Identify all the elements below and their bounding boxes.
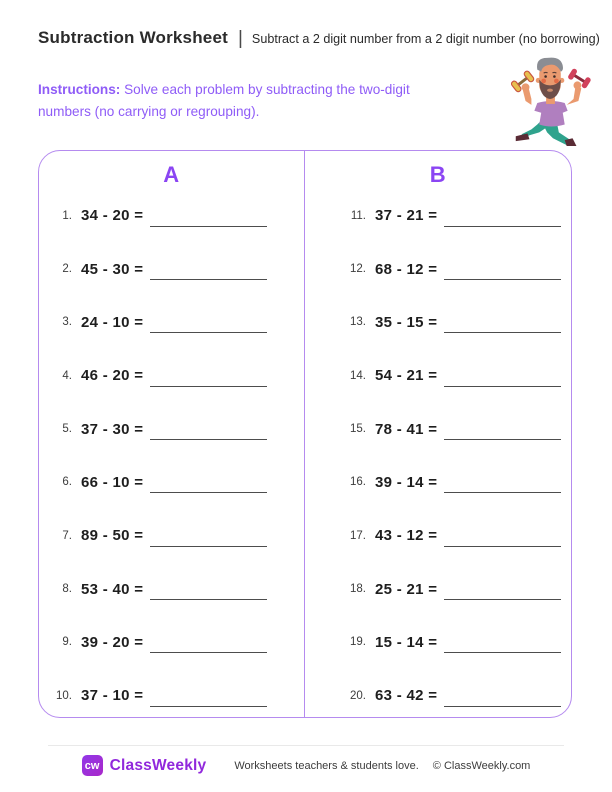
column-b-problem-list <box>305 189 571 718</box>
problem-row <box>39 189 304 242</box>
problem-number: 2. <box>62 263 72 276</box>
problem-expression: 39 - 14 = <box>375 473 438 491</box>
answer-blank <box>150 266 267 280</box>
answer-blank <box>444 693 561 707</box>
problem-row <box>39 509 304 562</box>
problem-row <box>39 669 304 718</box>
column-a-problem-list <box>39 189 304 718</box>
problem-number: 14. <box>350 369 366 382</box>
answer-blank <box>150 373 267 387</box>
answer-blank <box>444 586 561 600</box>
problem-number: 8. <box>62 583 72 596</box>
problem-expression: 39 - 20 = <box>81 633 144 651</box>
problems-panel <box>38 150 572 718</box>
problem-row <box>305 509 571 562</box>
problem-expression: 89 - 50 = <box>81 527 144 545</box>
problem-number: 17. <box>350 529 366 542</box>
problem-number: 18. <box>350 583 366 596</box>
problem-row <box>305 242 571 295</box>
problem-expression: 66 - 10 = <box>81 473 144 491</box>
brand-logo-icon: cw <box>82 755 103 776</box>
answer-blank <box>150 479 267 493</box>
problem-expression: 68 - 12 = <box>375 260 438 278</box>
instructions-label: Instructions: <box>38 82 121 97</box>
problem-number: 16. <box>350 476 366 489</box>
instructions <box>38 79 438 124</box>
man-lifting-dumbbells-illustration <box>502 54 600 148</box>
problem-row <box>305 349 571 402</box>
problem-number: 7. <box>62 529 72 542</box>
problem-number: 13. <box>350 316 366 329</box>
problem-expression: 43 - 12 = <box>375 527 438 545</box>
problem-row <box>39 349 304 402</box>
answer-blank <box>444 266 561 280</box>
problem-number: 4. <box>62 369 72 382</box>
footer <box>0 755 612 776</box>
problem-expression: 37 - 21 = <box>375 207 438 225</box>
problem-row <box>39 616 304 669</box>
answer-blank <box>150 693 267 707</box>
problem-expression: 15 - 14 = <box>375 633 438 651</box>
answer-blank <box>444 319 561 333</box>
footer-divider <box>48 745 564 746</box>
problem-number: 15. <box>350 423 366 436</box>
answer-blank <box>150 213 267 227</box>
problem-expression: 25 - 21 = <box>375 580 438 598</box>
answer-blank <box>444 479 561 493</box>
column-b <box>305 151 571 717</box>
answer-blank <box>150 639 267 653</box>
problem-expression: 24 - 10 = <box>81 313 144 331</box>
problem-row <box>39 402 304 455</box>
answer-blank <box>150 319 267 333</box>
problem-row <box>39 296 304 349</box>
problem-number: 9. <box>62 636 72 649</box>
problem-number: 10. <box>56 689 72 702</box>
problem-row <box>305 669 571 718</box>
column-a-header: A <box>163 162 180 187</box>
brand-name: ClassWeekly <box>109 756 207 774</box>
problem-number: 1. <box>62 209 72 222</box>
problem-expression: 45 - 30 = <box>81 260 144 278</box>
problem-row <box>39 456 304 509</box>
problem-expression: 37 - 10 = <box>81 687 144 705</box>
column-b-header: B <box>429 162 447 187</box>
answer-blank <box>150 586 267 600</box>
column-a <box>39 151 305 717</box>
problem-row <box>305 456 571 509</box>
problem-expression: 54 - 21 = <box>375 367 438 385</box>
instructions-text: Solve each problem by subtracting the two-digit numbers (no carrying or regrouping). <box>38 82 410 120</box>
answer-blank <box>444 213 561 227</box>
problem-number: 20. <box>350 689 366 702</box>
problem-row <box>305 189 571 242</box>
problem-row <box>39 562 304 615</box>
answer-blank <box>444 426 561 440</box>
problem-expression: 46 - 20 = <box>81 367 144 385</box>
problem-row <box>305 296 571 349</box>
answer-blank <box>444 373 561 387</box>
answer-blank <box>444 639 561 653</box>
problem-expression: 78 - 41 = <box>375 420 438 438</box>
problem-expression: 53 - 40 = <box>81 580 144 598</box>
problem-number: 19. <box>350 636 366 649</box>
problem-row <box>305 562 571 615</box>
problem-row <box>305 402 571 455</box>
dumbbell-man-icon <box>502 54 600 148</box>
answer-blank <box>150 533 267 547</box>
title-separator: | <box>237 28 243 49</box>
footer-copyright: © ClassWeekly.com <box>432 759 531 772</box>
answer-blank <box>150 426 267 440</box>
problem-number: 3. <box>62 316 72 329</box>
page-subtitle: Subtract a 2 digit number from a 2 digit number (no borrowing) <box>251 32 600 46</box>
problem-number: 12. <box>350 263 366 276</box>
answer-blank <box>444 533 561 547</box>
problem-number: 6. <box>62 476 72 489</box>
footer-tagline: Worksheets teachers & students love. <box>234 759 419 772</box>
problem-expression: 37 - 30 = <box>81 420 144 438</box>
problem-row <box>39 242 304 295</box>
problem-expression: 34 - 20 = <box>81 207 144 225</box>
problem-number: 11. <box>350 209 366 222</box>
problem-row <box>305 616 571 669</box>
problem-expression: 35 - 15 = <box>375 313 438 331</box>
page-title: Subtraction Worksheet <box>38 28 228 47</box>
problem-expression: 63 - 42 = <box>375 687 438 705</box>
worksheet-header <box>38 27 600 49</box>
problem-number: 5. <box>62 423 72 436</box>
